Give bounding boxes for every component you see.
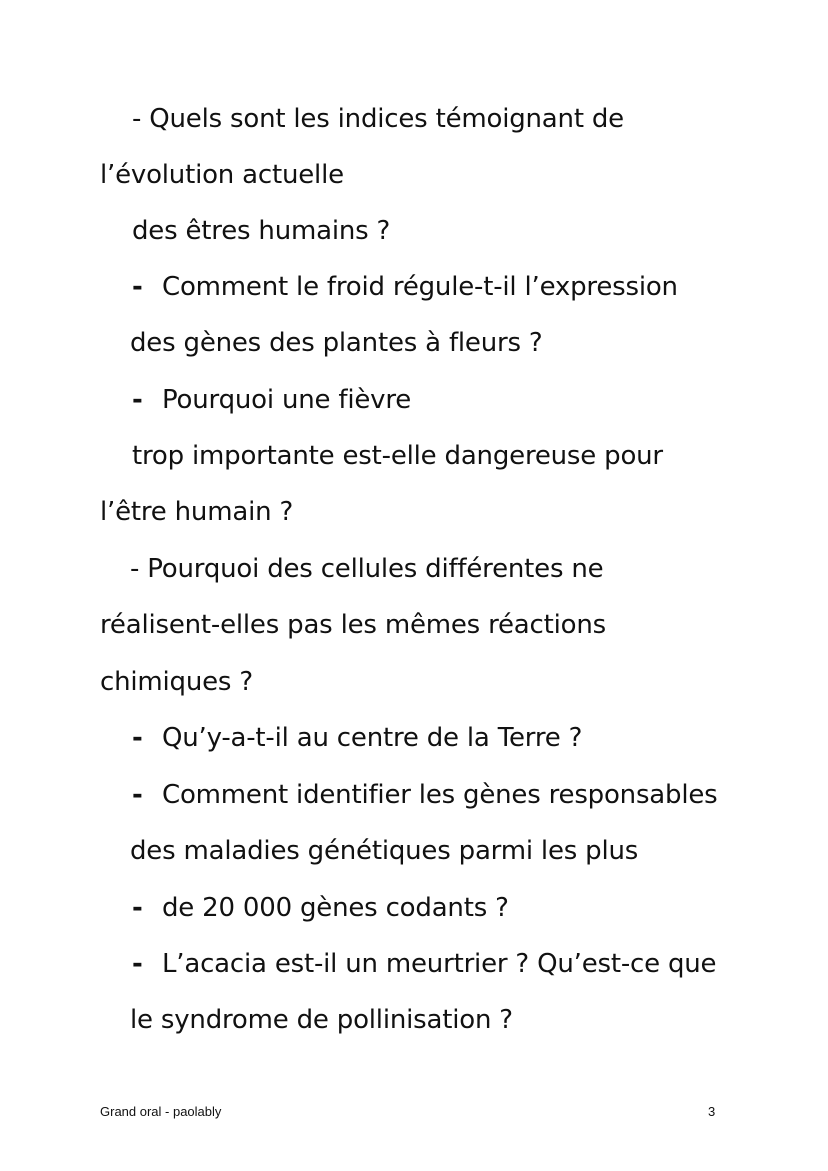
question-text: Comment le froid régule-t-il l’expression <box>162 272 678 302</box>
bullet-dash: - <box>132 949 143 979</box>
bullet-question <box>132 383 411 417</box>
bullet-dash: - <box>132 780 143 810</box>
bullet-dash: - <box>132 893 143 923</box>
question-text: Pourquoi une fièvre <box>162 385 412 415</box>
bullet-dash: - <box>132 723 143 753</box>
bullet-question <box>132 721 582 755</box>
question-text: Qu’y-a-t-il au centre de la Terre ? <box>162 723 583 753</box>
question-line: chimiques ? <box>100 667 253 697</box>
question-line: l’être humain ? <box>100 497 294 527</box>
bullet-question <box>132 891 509 925</box>
question-line: le syndrome de pollinisation ? <box>130 1005 513 1035</box>
bullet-question <box>132 947 716 981</box>
question-line: l’évolution actuelle <box>100 160 344 190</box>
question-text: L’acacia est-il un meurtrier ? Qu’est-ce que <box>162 949 717 979</box>
question-line: des êtres humains ? <box>132 216 391 246</box>
question-line: des maladies génétiques parmi les plus <box>130 836 639 866</box>
bullet-question <box>132 270 678 304</box>
question-text: de 20 000 gènes codants ? <box>162 893 509 923</box>
question-line: - Quels sont les indices témoignant de <box>132 104 624 134</box>
question-text: Comment identifier les gènes responsables <box>162 780 718 810</box>
footer-title: Grand oral - paolably <box>100 1104 222 1119</box>
question-line: - Pourquoi des cellules différentes ne <box>130 554 604 584</box>
question-line: des gènes des plantes à fleurs ? <box>130 328 543 358</box>
bullet-dash: - <box>132 272 143 302</box>
page-number: 3 <box>708 1104 716 1119</box>
question-line: trop importante est-elle dangereuse pour <box>132 441 663 471</box>
question-line: réalisent-elles pas les mêmes réactions <box>100 610 606 640</box>
bullet-question <box>132 778 718 812</box>
bullet-dash: - <box>132 385 143 415</box>
